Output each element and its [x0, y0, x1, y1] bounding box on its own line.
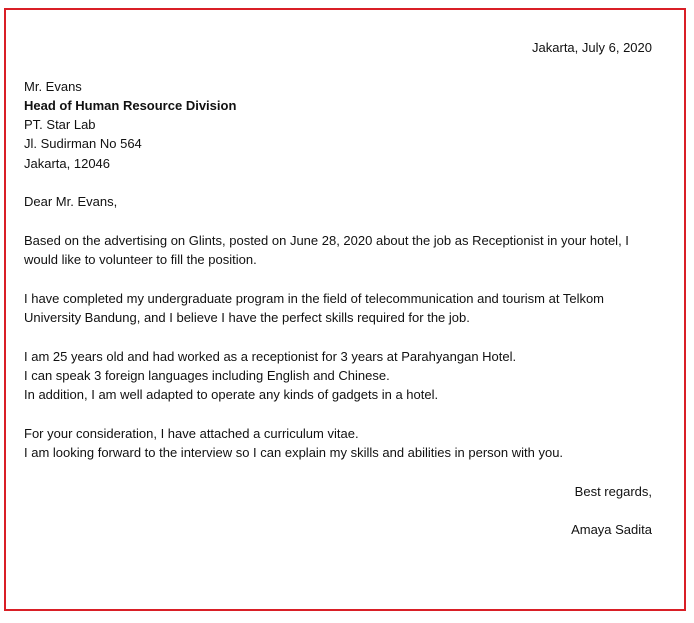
recipient-street: Jl. Sudirman No 564 [24, 136, 142, 152]
paragraph-line: Based on the advertising on Glints, posted on June 28, 2020 about the job as Receptionist in your hotel, I [24, 232, 629, 248]
paragraph-intro [24, 231, 652, 270]
spacer [24, 173, 652, 192]
salutation: Dear Mr. Evans, [24, 194, 118, 210]
spacer [24, 501, 652, 520]
signature-name: Amaya Sadita [571, 522, 652, 538]
closing-phrase: Best regards, [574, 483, 652, 499]
spacer [24, 463, 652, 482]
paragraph-experience [24, 347, 652, 405]
recipient-city: Jakarta, 12046 [24, 155, 111, 171]
paragraph-line: In addition, I am well adapted to operate any kinds of gadgets in a hotel. [24, 387, 439, 403]
cover-letter [24, 38, 652, 540]
spacer [24, 327, 652, 346]
spacer [24, 57, 652, 76]
recipient-name: Mr. Evans [24, 78, 82, 94]
paragraph-line: I am 25 years old and had worked as a receptionist for 3 years at Parahyangan Hotel. [24, 348, 517, 364]
recipient-title: Head of Human Resource Division [24, 97, 237, 113]
paragraph-line: University Bandung, and I believe I have the perfect skills required for the job. [24, 310, 470, 326]
spacer [24, 270, 652, 289]
paragraph-education [24, 289, 652, 328]
recipient-address [24, 77, 652, 173]
paragraph-line: would like to volunteer to fill the position. [24, 252, 257, 268]
paragraph-line: For your consideration, I have attached a curriculum vitae. [24, 425, 359, 441]
recipient-company: PT. Star Lab [24, 117, 96, 133]
paragraph-line: I can speak 3 foreign languages including English and Chinese. [24, 368, 390, 384]
paragraph-closing [24, 424, 652, 463]
paragraph-line: I am looking forward to the interview so I can explain my skills and abilities in person with you. [24, 445, 564, 461]
spacer [24, 212, 652, 231]
spacer [24, 405, 652, 424]
letter-date: Jakarta, July 6, 2020 [532, 40, 652, 55]
paragraph-line: I have completed my undergraduate program in the field of telecommunication and tourism at Telkom [24, 290, 605, 306]
